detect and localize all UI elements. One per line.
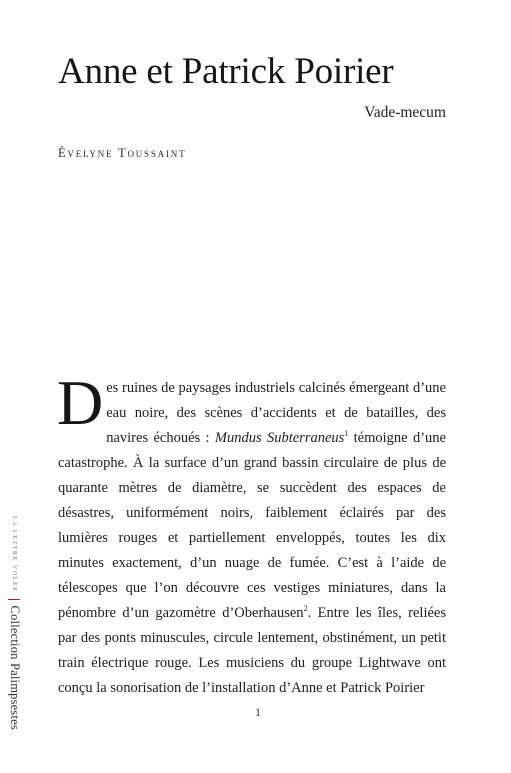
drop-cap: D [57,367,104,438]
body-text-3: . Entre les îles, reliées par des ponts minuscules, circule lentement, obstinément, un petit train électrique rouge. Les musiciens du groupe Lightwave ont conçu la sonorisation de l’installation d’Anne et Patrick Poirier [58,605,447,696]
body-text-1: es ruines de paysages industriels calcinés émergeant d’une eau noire, des scènes d’accidents et de batailles, des navires échoués : [106,380,446,446]
body-paragraph [57,367,447,701]
page-number: 1 [255,705,261,719]
publisher-name: LA LETTRE VOLÉE [11,516,18,593]
author-name: Évelyne Toussaint [58,146,187,160]
collection-spine-label [9,516,23,766]
body-text-2: témoigne d’une catastrophe. À la surface d’un grand bassin circulaire de plus de quarante mètres de diamètre, se succèdent des espaces de désastres, uniformément noirs, faiblement éclairés par des lumières rouges et partiellement enveloppés, toutes les dix minutes exactement, d’un nuage de fumée. C’est à l’aide de télescopes que l’on découvre ces vestiges miniatures, dans la pénombre d’un gazomètre d’Oberhausen [58,430,446,621]
collection-name: Collection Palimpsestes [8,605,22,730]
page-title: Anne et Patrick Poirier [58,51,394,92]
footnote-ref-1: 1 [344,429,349,439]
page-subtitle: Vade-mecum [364,104,446,121]
spine-divider [9,599,21,600]
footnote-ref-2: 2 [303,604,308,614]
work-title: Mundus Subterraneus [214,430,345,446]
